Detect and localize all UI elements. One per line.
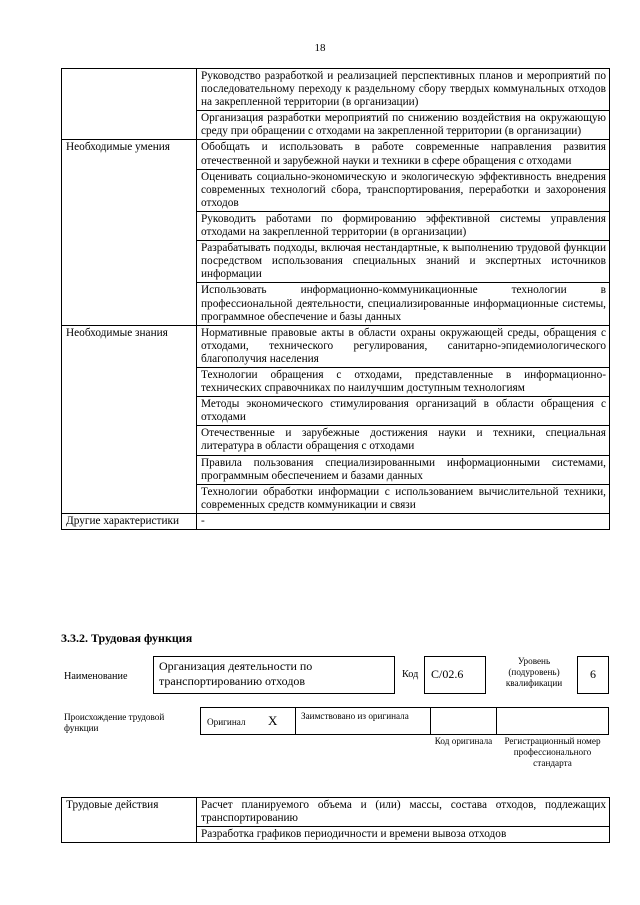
- row-item: Руководство разработкой и реализацией перспективных планов и мероприятий по последовательному переходу к раздельному сбору твердых коммунальных отходов на закрепленной территории (в организации): [197, 69, 610, 111]
- original-cell: [200, 707, 296, 735]
- row-item: Обобщать и использовать в работе современные направления развития отечественной и зарубежной науки и техники в сфере обращения с отходами: [197, 140, 610, 169]
- row-label: Трудовые действия: [62, 798, 197, 843]
- row-item: Организация разработки мероприятий по снижению воздействия на окружающую среду при обращении с отходами на закрепленной территории (в организации): [197, 111, 610, 140]
- competency-table: [61, 68, 610, 530]
- original-mark: X: [268, 713, 278, 728]
- table-row: [62, 513, 610, 529]
- row-item: Оценивать социально-экономическую и экологическую эффективность внедрения современных технологий сбора, транспортирования, переработки и захоронения отходов: [197, 169, 610, 211]
- row-item: Расчет планируемого объема и (или) массы, состава отходов, подлежащих транспортированию: [197, 798, 610, 827]
- function-code: C/02.6: [431, 667, 464, 681]
- reg-number-cell: [496, 707, 609, 735]
- table-row: [62, 798, 610, 827]
- table-row: [62, 140, 610, 169]
- function-name: Организация деятельности по транспортированию отходов: [159, 659, 313, 688]
- name-label: Наименование: [64, 671, 128, 682]
- row-item: Разрабатывать подходы, включая нестандартные, к выполнению трудовой функции посредством использования специальных знаний и экспертных источников информации: [197, 241, 610, 283]
- row-item: Технологии обращения с отходами, представленные в информационно-технических справочниках по наилучшим доступным технологиям: [197, 367, 610, 396]
- row-item: Использовать информационно-коммуникационные технологии в профессиональной деятельности, специализированные информационные системы, программное обеспечение и базы данных: [197, 283, 610, 325]
- row-item: Отечественные и зарубежные достижения науки и техники, специальная литература в области обращения с отходами: [197, 426, 610, 455]
- page-number: 18: [314, 42, 326, 54]
- row-item: -: [197, 513, 610, 529]
- code-label: Код: [402, 669, 419, 680]
- level-value: 6: [590, 667, 596, 681]
- row-item: Правила пользования специализированными информационными системами, программным обеспечением и базами данных: [197, 455, 610, 484]
- row-label: Необходимые знания: [62, 325, 197, 513]
- row-item: Технологии обработки информации с использованием вычислительной техники, современных средств коммуникации и связи: [197, 484, 610, 513]
- function-code-box: [424, 656, 486, 694]
- row-item: Нормативные правовые акты в области охраны окружающей среды, обращения с отходами, технического регулирования, санитарно-эпидемиологического благополучия населения: [197, 325, 610, 367]
- original-code-cell: [430, 707, 497, 735]
- origin-label: Происхождение трудовой функции: [64, 712, 165, 733]
- section-heading: 3.3.2. Трудовая функция: [61, 631, 193, 645]
- row-item: Руководить работами по формированию эффективной системы управления отходами на закрепленной территории (в организации): [197, 211, 610, 240]
- table-row: [62, 69, 610, 111]
- reg-caption: Регистрационный номер профессионального стандарта: [504, 736, 601, 768]
- actions-table: [61, 797, 610, 843]
- level-label: Уровень (подуровень) квалификации: [505, 656, 563, 688]
- borrowed-label: Заимствовано из оригинала: [301, 711, 409, 721]
- row-item: Разработка графиков периодичности и времени вывоза отходов: [197, 827, 610, 843]
- original-label: Оригинал: [207, 717, 246, 727]
- row-label: [62, 69, 197, 140]
- row-label: Другие характеристики: [62, 513, 197, 529]
- table-row: [62, 325, 610, 367]
- row-item: Методы экономического стимулирования организаций в области обращения с отходами: [197, 397, 610, 426]
- row-label: Необходимые умения: [62, 140, 197, 325]
- code-caption: Код оригинала: [434, 736, 493, 746]
- level-box: [577, 656, 609, 694]
- function-name-box: [153, 656, 395, 694]
- borrowed-cell: [295, 707, 431, 735]
